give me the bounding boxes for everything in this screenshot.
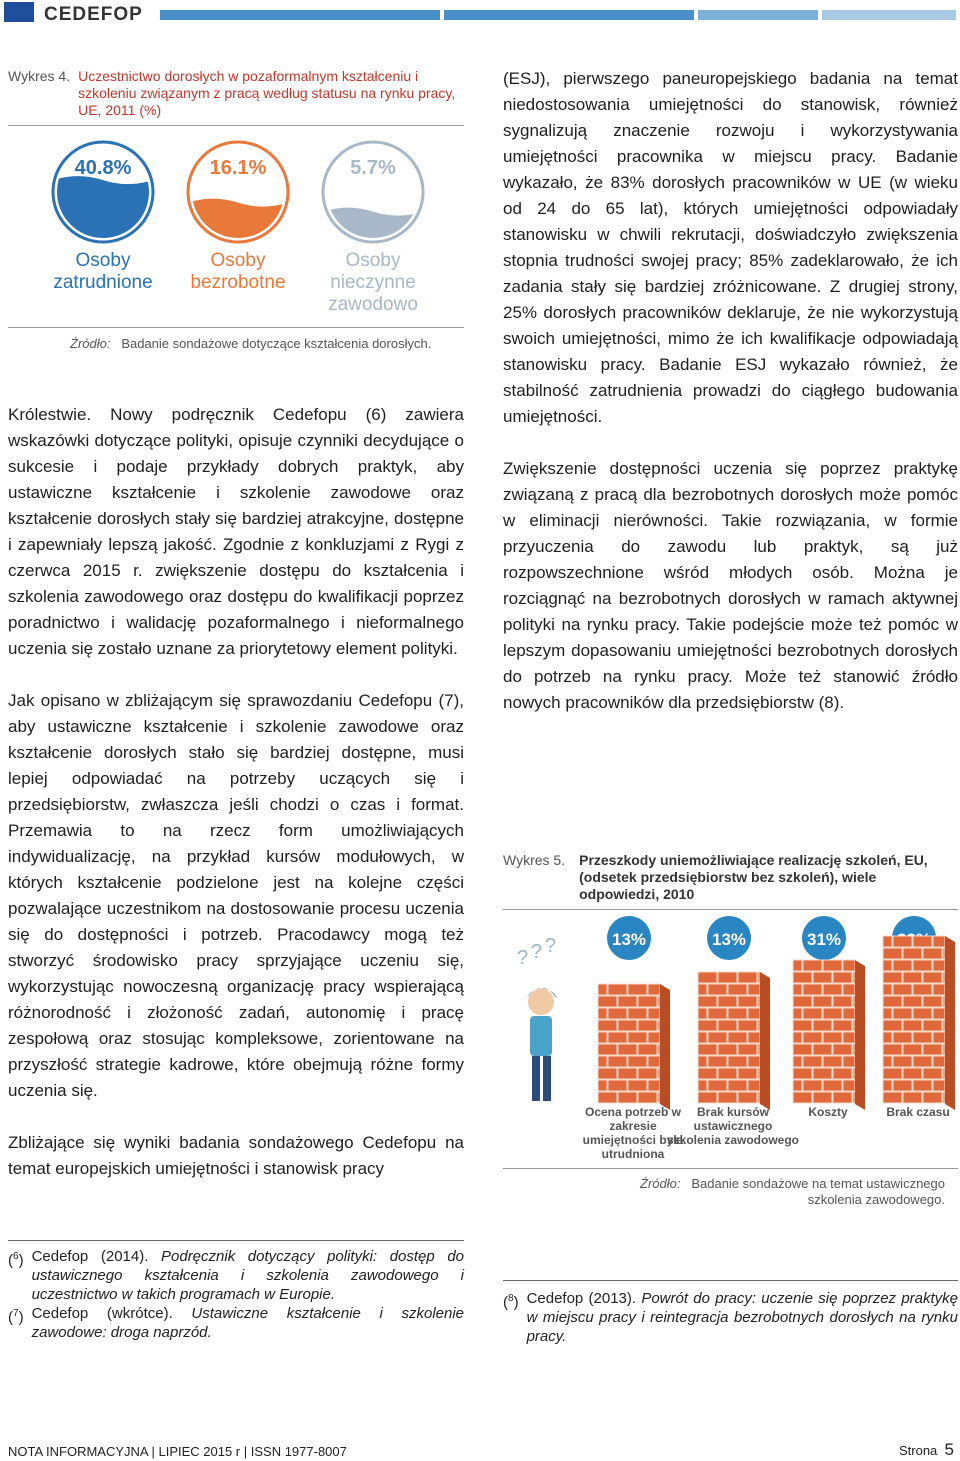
page-number: 5 — [944, 1440, 954, 1459]
figure5-label: Wykres 5. — [503, 852, 566, 868]
eu-flag-icon — [4, 2, 34, 22]
percent-value: 16.1% — [209, 157, 267, 179]
percent-value: 13% — [611, 930, 647, 949]
percent-circle — [53, 142, 153, 293]
barrier-wall — [667, 916, 799, 1147]
circle-label: Osoby — [345, 250, 401, 271]
barrier-label: Ocena potrzeb w — [584, 1105, 682, 1119]
right-paragraph-1: (ESJ), pierwszego paneuropejskiego badania na temat niedostosowania umiejętności do stanowisk, również sygnalizują znaczenie rozwoju i wykorzystywania umiejętności pracownika w miejscu pracy. Badanie wykazało, że 83% dorosłych pracowników w UE (w wieku od 24 do 65 lat), których umiejętności odpowiadały stanowisku w chwili rekrutacji, doświadczyło zwiększenia stopnia trudności swojej pracy; 85% zadeklarowało, że ich zadania stały się bardziej zróżnicowane. Z drugiej strony, 25% dorosłych pracowników deklaruje, że nie wykorzystują swoich umiejętności, mimo że ich kwalifikacje odpowiadają stanowisku pracy. Badanie ESJ wykazało również, że stabilność zatrudnienia prowadzi do ciągłego budowania umiejętności. — [503, 69, 958, 426]
percent-value: 40.8% — [74, 157, 132, 179]
left-paragraph-1: Królestwie. Nowy podręcznik Cedefopu (6) zawiera wskazówki dotyczące polityki, opisuje czynniki decydujące o sukcesie i podaje przykłady dobrych praktyk, aby ustawiczne kształcenie i szkolenie zawodowe oraz kształcenie dorosłych stały się bardziej atrakcyjne, dostępne i zapewniały lepszą jakość. Zgodnie z konkluzjami z Rygi z czerwca 2015 r. zwiększenie dostępu do kształcenia i szkolenia zawodowego oraz dostępu do kwalifikacji poprzez poradnictwo i walidację pozaformalnego i nieformalnego uczenia się zostało uznane za priorytetowy element polityki. — [8, 405, 464, 658]
divider — [8, 327, 464, 328]
barrier-wall — [883, 916, 955, 1119]
source-text: Badanie sondażowe na temat ustawicznego szkolenia zawodowego. — [691, 1176, 945, 1207]
question-mark-icon: ? — [517, 947, 529, 969]
barrier-label: zakresie — [609, 1119, 657, 1133]
circle-label: Osoby — [210, 250, 266, 271]
barrier-label: szkolenia zawodowego — [666, 1133, 800, 1147]
percent-circle — [188, 142, 288, 293]
barrier-label: ustawicznego — [693, 1119, 773, 1133]
header-bar — [698, 10, 818, 20]
right-column — [503, 66, 958, 742]
question-mark-icon: ? — [545, 935, 557, 957]
barrier-label: Brak czasu — [886, 1105, 950, 1119]
circle-label: zatrudnione — [53, 272, 153, 293]
figure4-chart — [8, 130, 464, 325]
figure4-source — [70, 336, 431, 351]
circle-label: Osoby — [75, 250, 131, 271]
cedefop-logo: CEDEFOP — [44, 4, 143, 25]
footer-left: NOTA INFORMACYJNA | LIPIEC 2015 r | ISSN 1977-8007 — [8, 1444, 347, 1459]
divider — [503, 1168, 958, 1169]
footnotes-left — [8, 1247, 464, 1342]
barrier-label: umiejętności była — [582, 1133, 684, 1147]
footer-right — [899, 1440, 954, 1460]
header-bar — [444, 10, 694, 20]
barrier-wall — [793, 916, 865, 1119]
footnote-7: ($^7$) Cedefop (wkrótce). Ustawiczne kształcenie i szkolenie zawodowe: droga naprzód. — [8, 1305, 465, 1341]
right-paragraph-2: Zwiększenie dostępności uczenia się poprzez praktykę związaną z pracą dla bezrobotnych dorosłych może pomóc w eliminacji nierówności. Takie rozwiązania, w formie przyuczenia do zawodu lub praktyk, są już rozpowszechnione wśród młodych osób. Można je rozciągnąć na bezrobotnych dorosłych w ramach aktywnej polityki na rynku pracy. Takie podejście może też pomóc w lepszym dopasowaniu umiejętności bezrobotnych dorosłych do potrzeb na rynku pracy. Może też stanowić źródło nowych pracowników dla przedsiębiorstw (8). — [503, 459, 958, 712]
percent-circle — [323, 142, 423, 315]
figure5-caption — [503, 852, 958, 903]
left-paragraph-2: Jak opisano w zbliżającym się sprawozdaniu Cedefopu (7), aby ustawiczne kształcenie i szkolenie zawodowe oraz kształcenie dorosłych stało się bardziej dostępne, musi lepiej odpowiadać na potrzeby uczących się i przedsiębiorstw, zwłaszcza jeśli chodzi o czas i format. Przemawia to na rzecz form umożliwiających indywidualizację, na przykład kursów modułowych, w których kształcenie podzielone jest na kolejne części pozwalające uczestnikom na dostosowanie procesu uczenia się do dostępności i potrzeb. Pracodawcy mogą też stworzyć środowisko pracy sprzyjające uczeniu się, wykorzystując nowoczesną organizację pracy wspierającą różnorodność i złożoność zadań, autonomię i pracę zespołową oraz stosując kompleksowe, zorientowane na przyszłość strategie kadrowe, które obejmują różne formy uczenia się. — [8, 691, 464, 1100]
question-mark-icon: ? — [531, 941, 543, 963]
barrier-label: Koszty — [808, 1105, 848, 1119]
header-bar — [160, 10, 440, 20]
header-bar — [822, 10, 956, 20]
percent-value: 13% — [711, 930, 747, 949]
page-label: Strona — [898, 1443, 938, 1458]
figure4-label: Wykres 4. — [8, 68, 71, 84]
figure5-title: Przeszkody uniemożliwiające realizację szkoleń, EU, (odsetek przedsiębiorstw bez szkoleń), wiele odpowiedzi, 2010 — [579, 852, 928, 902]
footnotes-right — [503, 1289, 958, 1346]
footnote-divider — [503, 1280, 958, 1281]
footnote-divider — [8, 1240, 464, 1241]
figure4-caption — [8, 68, 464, 119]
source-text: Badanie sondażowe dotyczące kształcenia dorosłych. — [121, 336, 432, 351]
source-label: Źródło: — [70, 336, 111, 351]
circle-label: bezrobotne — [190, 272, 286, 293]
barrier-wall — [583, 916, 684, 1161]
divider — [503, 909, 958, 910]
circle-label: nieczynne — [330, 272, 416, 293]
left-paragraph-3: Zbliżające się wyniki badania sondażowego Cedefopu na temat europejskich umiejętności i stanowisk pracy — [8, 1133, 464, 1178]
figure5-source — [600, 1176, 945, 1208]
confused-person-icon — [527, 988, 557, 1101]
water-level-fill — [53, 176, 153, 242]
barrier-label: utrudniona — [601, 1147, 665, 1161]
barrier-label: Brak kursów — [696, 1105, 770, 1119]
footnote-8: ($^8$) Cedefop (2013). Powrót do pracy: uczenie się poprzez praktykę w miejscu pracy i reintegracja bezrobotnych dorosłych na rynku pracy. — [503, 1290, 959, 1345]
figure5-chart — [503, 912, 958, 1167]
source-label: Źródło: — [640, 1176, 681, 1191]
left-column — [8, 402, 464, 1208]
percent-value: 5.7% — [350, 157, 396, 179]
circle-label: zawodowo — [328, 294, 418, 315]
figure4-title: Uczestnictwo dorosłych w pozaformalnym kształceniu i szkoleniu związanym z pracą według statusu na rynku pracy, UE, 2011 (%) — [78, 68, 456, 118]
footnote-6: ($^6$) Cedefop (2014). Podręcznik dotyczący polityki: dostęp do ustawicznego kształcenia i szkolenia zawodowego i uczestnictwo w takich programach w Europie. — [8, 1248, 465, 1303]
divider — [8, 125, 464, 126]
percent-value: 31% — [806, 930, 842, 949]
